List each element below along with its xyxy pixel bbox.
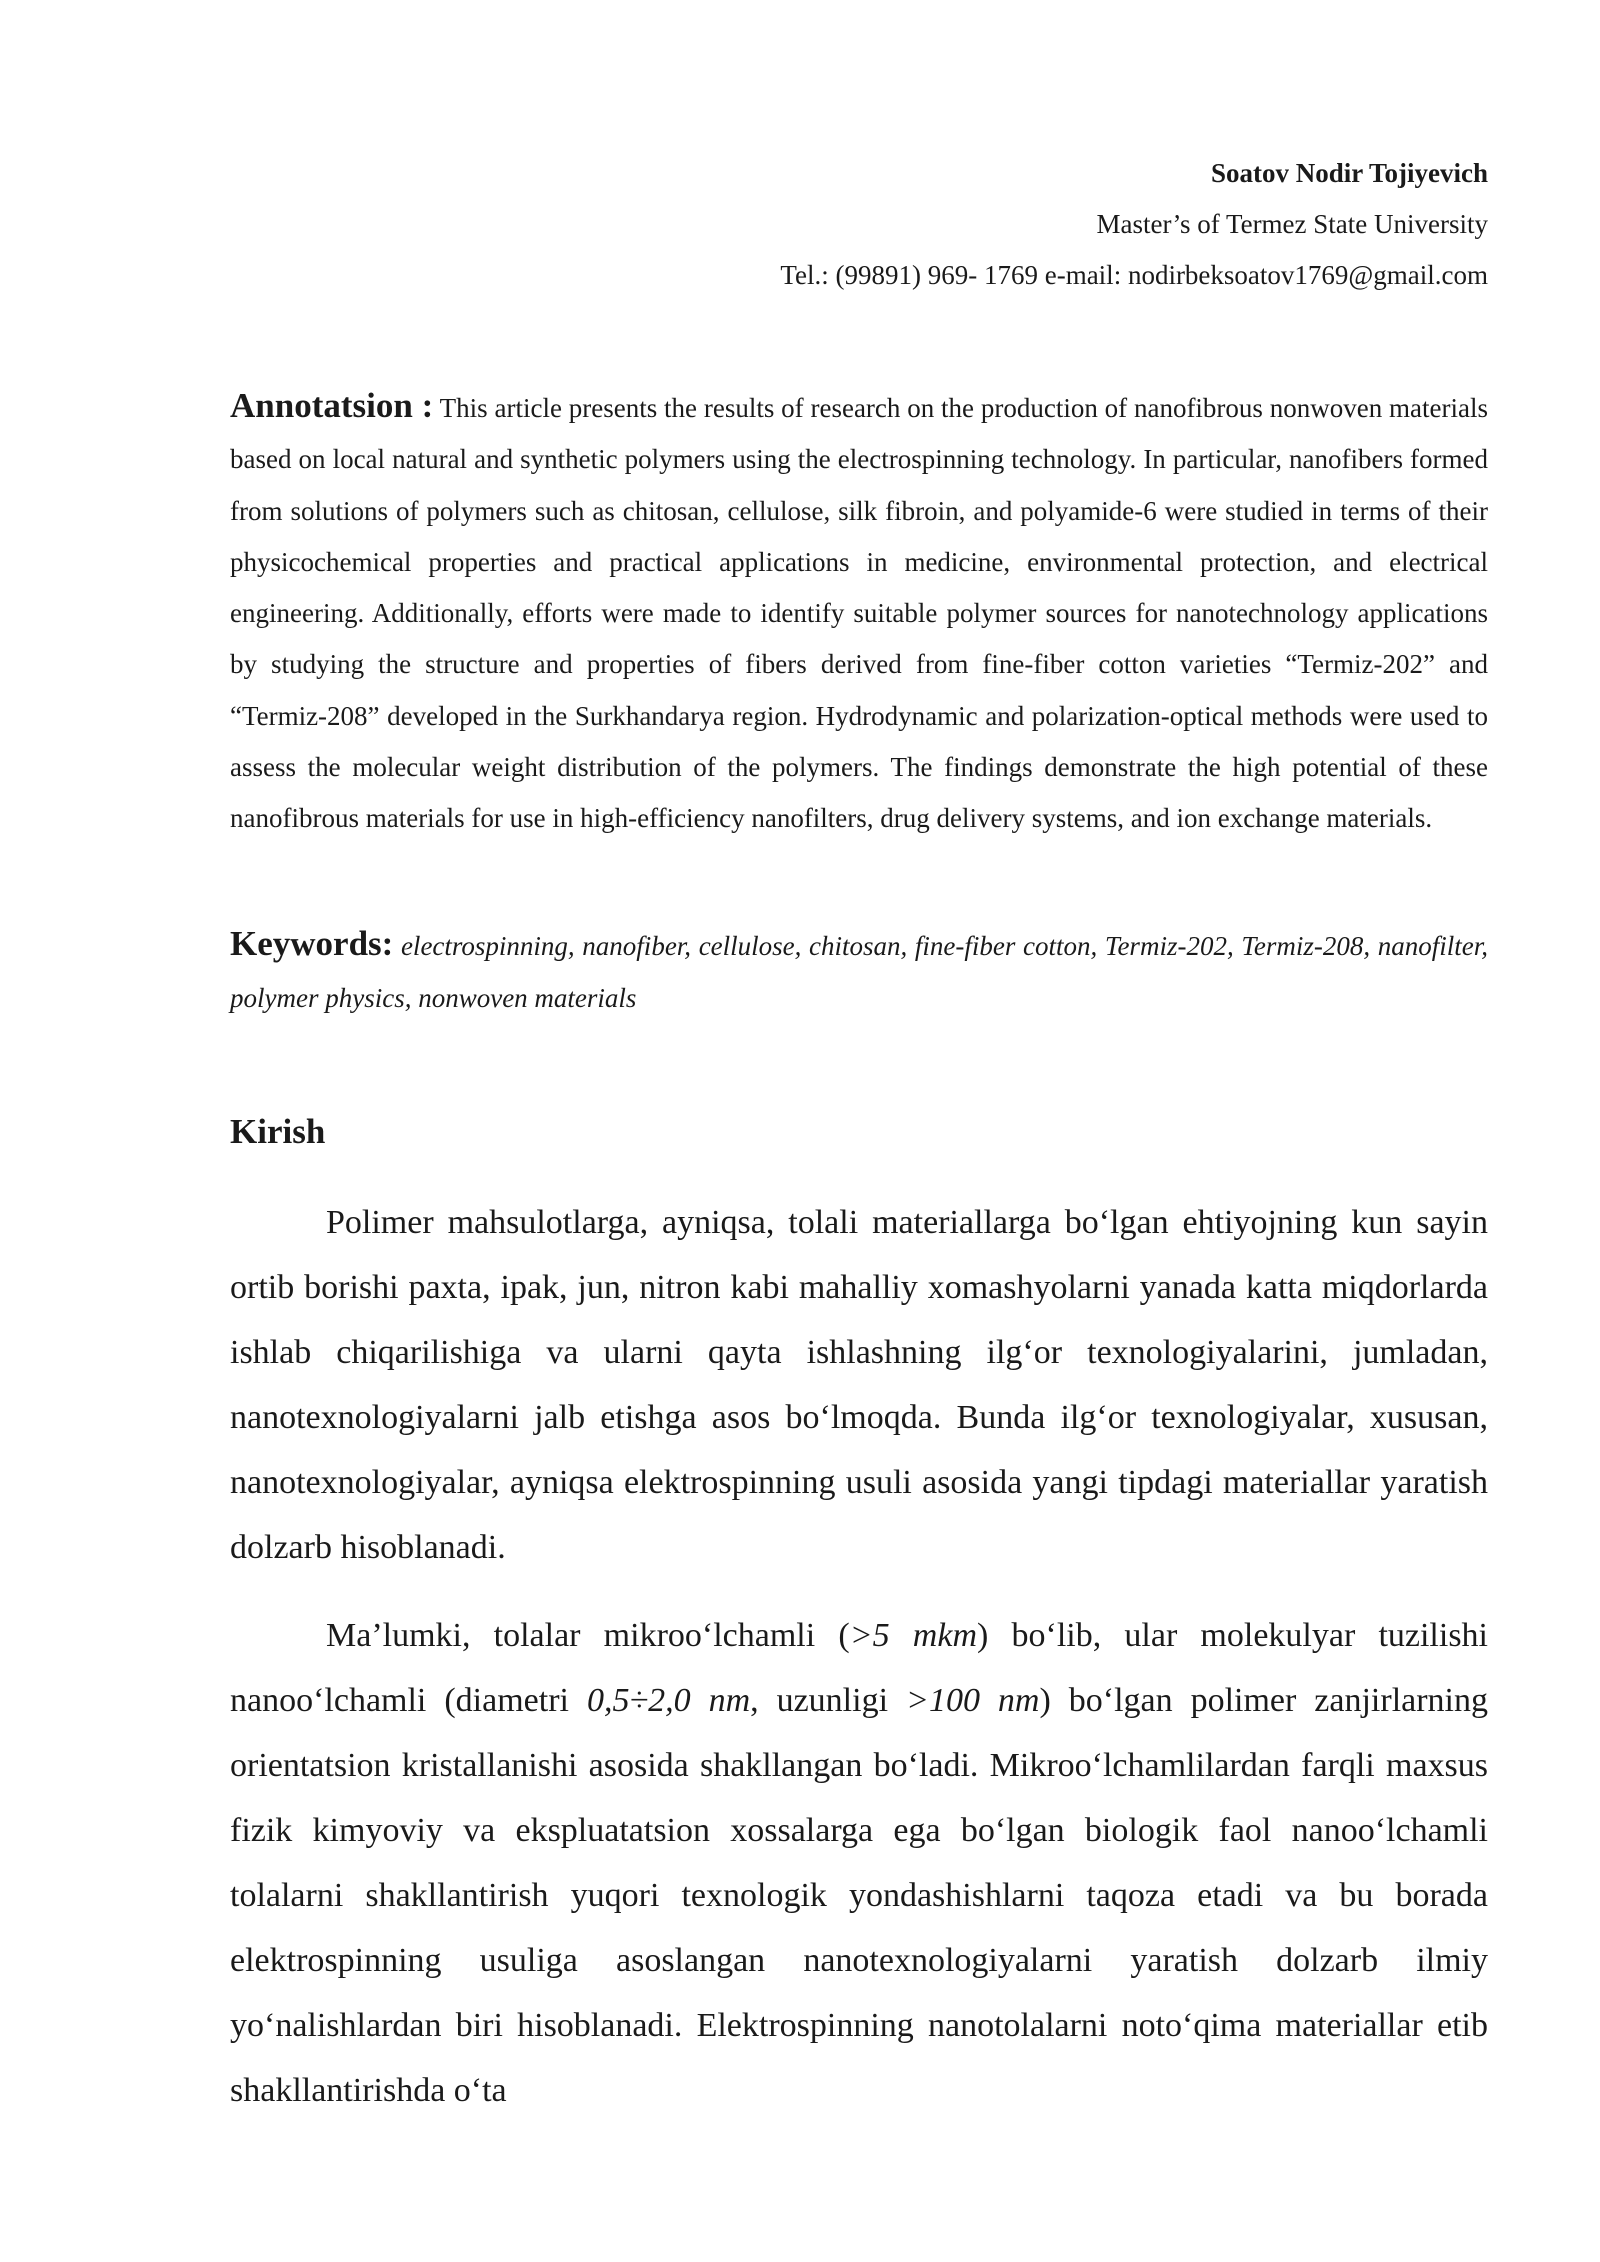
para2-text-3: , uzunligi [750, 1682, 906, 1719]
body-paragraph-2 [230, 1603, 1488, 2123]
para2-text-1: Ma’lumki, tolalar mikroo‘lchamli ( [326, 1617, 850, 1654]
keywords-label: Keywords: [230, 924, 394, 963]
keywords-paragraph [230, 918, 1488, 1024]
author-block [780, 148, 1488, 301]
para2-italic-3: >100 nm [906, 1682, 1040, 1719]
para2-italic-2: 0,5÷2,0 nm [586, 1682, 751, 1719]
para2-text-2: ) bo‘lib, ular molekulyar tuzilishi nanoo‘lchamli (diametri [230, 1617, 1489, 1719]
annotation-label: Annotatsion : [230, 386, 434, 425]
para2-italic-1: >5 mkm [849, 1617, 978, 1654]
annotation-text: This article presents the results of research on the production of nanofibrous nonwoven materials based on local natural and synthetic polymers using the electrospinning technology. In particular, nanofibers formed from solutions of polymers such as chitosan, cellulose, silk fibroin, and polyamide-6 were studied in terms of their physicochemical properties and practical applications in medicine, environmental protection, and electrical engineering. Additionally, efforts were made to identify suitable polymer sources for nanotechnology applications by studying the structure and properties of fibers derived from fine-fiber cotton varieties “Termiz-202” and “Termiz-208” developed in the Surkhandarya region. Hydrodynamic and polarization-optical methods were used to assess the molecular weight distribution of the polymers. The findings demonstrate the high potential of these nanofibrous materials for use in high-efficiency nanofilters, drug delivery systems, and ion exchange materials. [230, 393, 1489, 834]
author-contact: Tel.: (99891) 969- 1769 e-mail: nodirbeksoatov1769@gmail.com [780, 260, 1488, 290]
section-title: Kirish [230, 1112, 326, 1151]
keywords-text: electrospinning, nanofiber, cellulose, chitosan, fine-fiber cotton, Termiz-202, Termiz-208, nanofilter, polymer physics, nonwoven materials [230, 931, 1488, 1013]
author-affiliation: Master’s of Termez State University [1096, 209, 1488, 239]
annotation-paragraph [230, 380, 1488, 845]
body-paragraph-1: Polimer mahsulotlarga, ayniqsa, tolali materiallarga bo‘lgan ehtiyojning kun sayin ortib borishi paxta, ipak, jun, nitron kabi mahalliy xomashyolarni yanada katta miqdorlarda ishlab chiqarilishiga va ularni qayta ishlashning ilg‘or texnologiyalarini, jumladan, nanotexnologiyalarni jalb etishga asos bo‘lmoqda. Bunda ilg‘or texnologiyalar, xususan, nanotexnologiyalar, ayniqsa elektrospinning usuli asosida yangi tipdagi materiallar yaratish dolzarb hisoblanadi. [230, 1204, 1488, 1566]
author-name: Soatov Nodir Tojiyevich [1210, 158, 1488, 188]
para2-text-4: ) bo‘lgan polimer zanjirlarning orientatsion kristallanishi asosida shakllangan bo‘ladi. Mikroo‘lchamlilardan farqli maxsus fizik kimyoviy va ekspluatatsion xossalarga ega bo‘lgan biologik faol nanoo‘lchamli tolalarni shakllantirish yuqori texnologik yondashishlarni taqoza etadi va bu borada elektrospinning usuliga asoslangan nanotexnologiyalarni yaratish dolzarb ilmiy yo‘nalishlardan biri hisoblanadi. Elektrospinning nanotolalarni noto‘qima materiallar etib shakllantirishda o‘ta [230, 1682, 1489, 2109]
